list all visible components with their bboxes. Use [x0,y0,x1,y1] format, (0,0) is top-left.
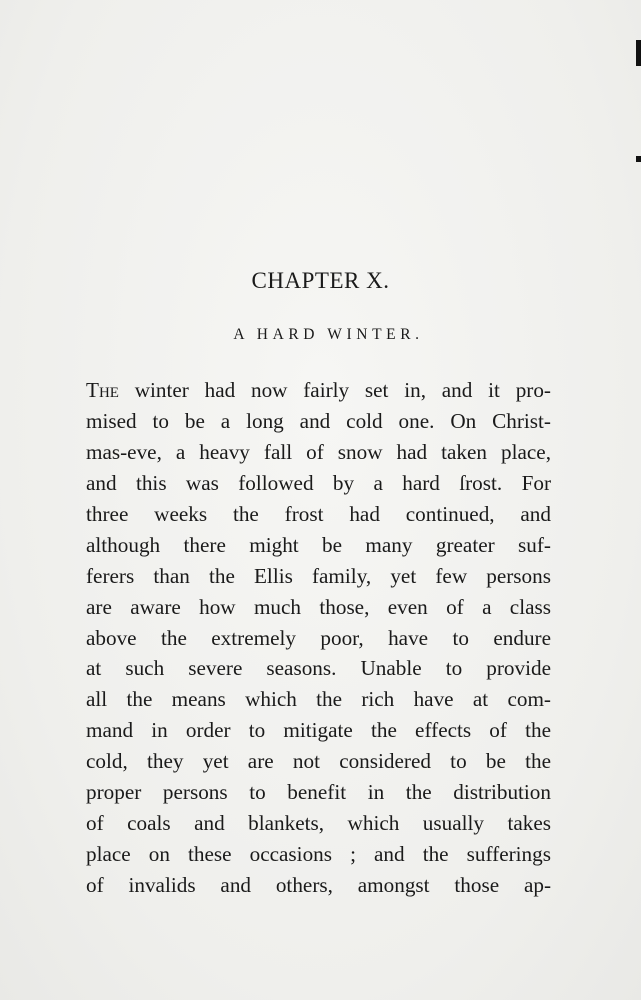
page-edge-mark [636,40,641,66]
body-line: place on these occasions ; and the sufferings [86,842,551,867]
body-line: cold, they yet are not considered to be the [86,749,551,774]
body-line: mas-eve, a heavy fall of snow had taken place, [86,439,551,464]
body-line: proper persons to benefit in the distribution [86,780,551,805]
body-line: at such severe seasons. Unable to provide [86,656,551,681]
body-line: of invalids and others, amongst those ap- [86,873,551,897]
body-line: above the extremely poor, have to endure [86,625,551,650]
body-line: mand in order to mitigate the effects of the [86,718,551,743]
body-line: and this was followed by a hard ſrost. For [86,470,551,495]
opening-word: The [86,378,119,402]
body-line: three weeks the frost had continued, and [86,501,551,526]
body-line: all the means which the rich have at com- [86,687,551,712]
body-line: ferers than the Ellis family, yet few persons [86,563,551,588]
body-line: The winter had now fairly set in, and it pro- [86,378,551,402]
body-text [86,375,551,901]
body-line: are aware how much those, even of a class [86,594,551,619]
chapter-subtitle: A HARD WINTER. [233,326,424,343]
chapter-title: CHAPTER X. [251,268,390,293]
body-line: mised to be a long and cold one. On Christ- [86,408,551,433]
page-edge-mark [636,156,641,162]
body-line: although there might be many greater suf- [86,532,551,557]
body-line: of coals and blankets, which usually takes [86,811,551,836]
